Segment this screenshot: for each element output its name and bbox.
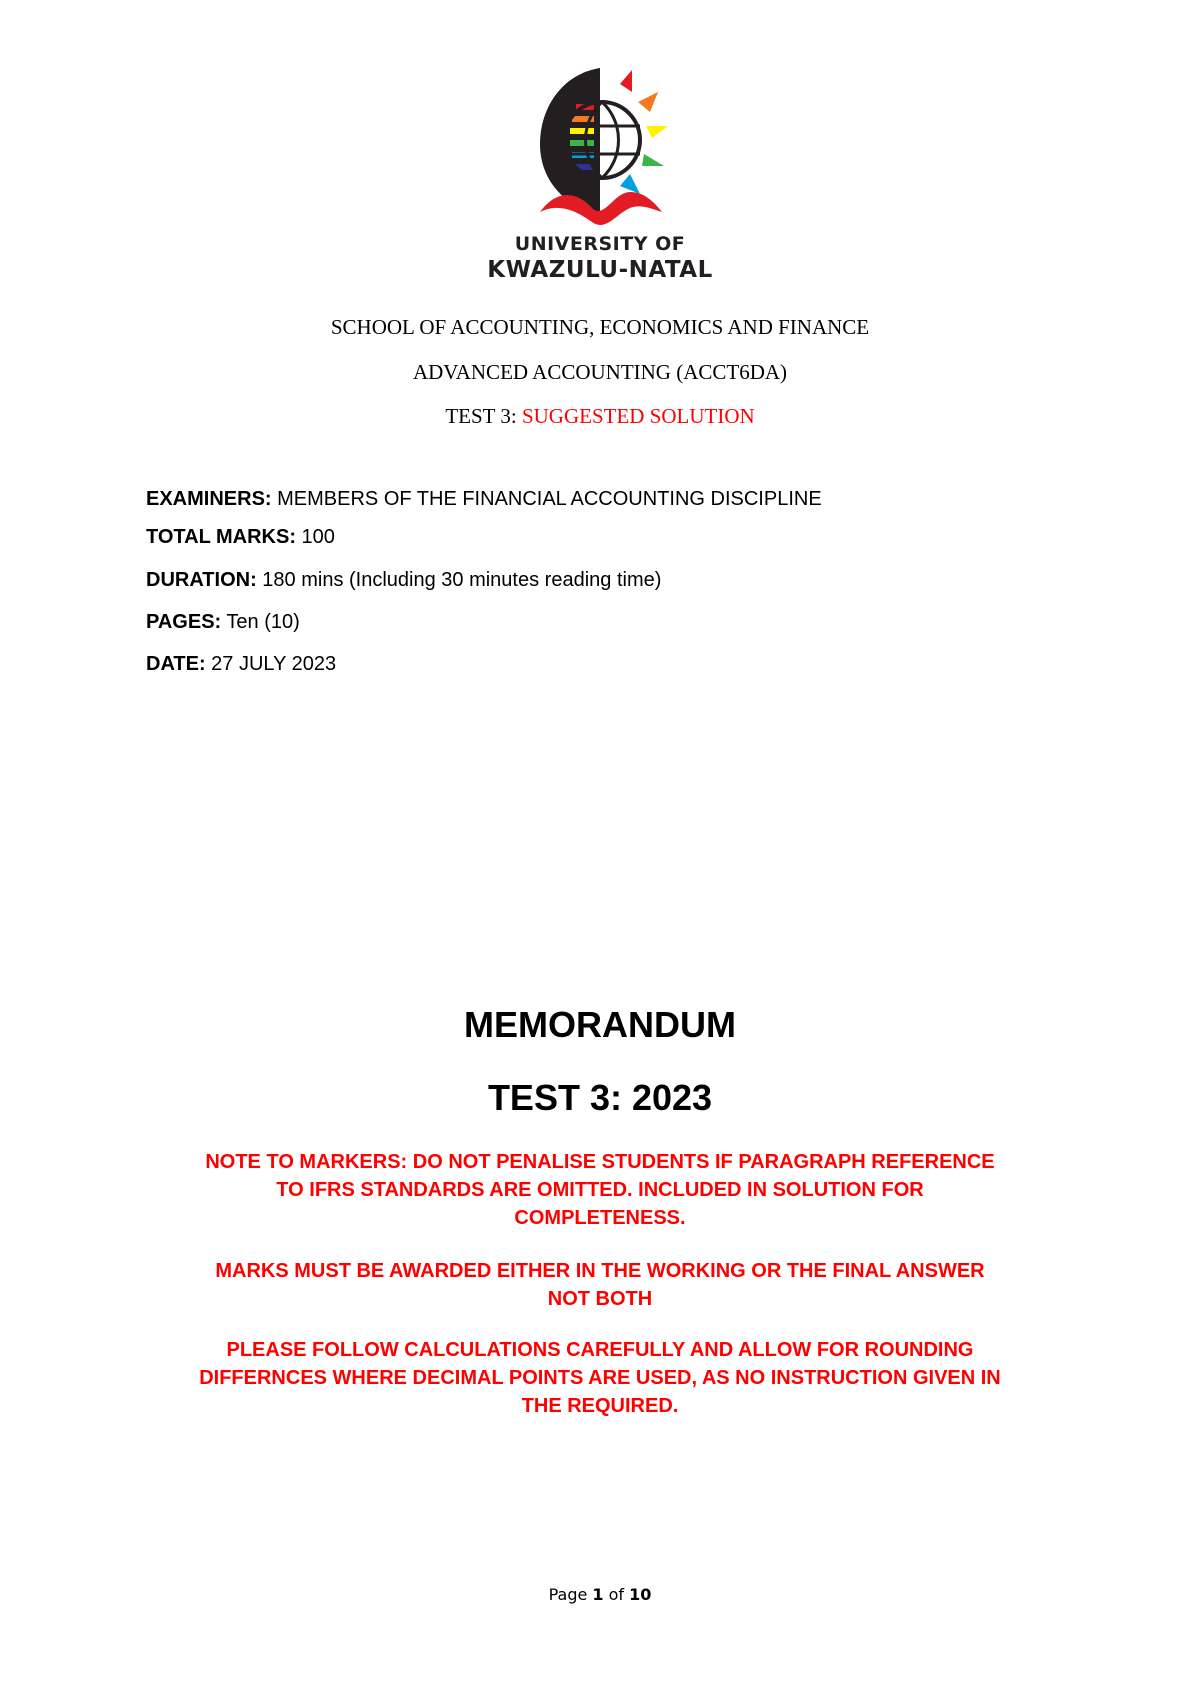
marker-note-1-line2: TO IFRS STANDARDS ARE OMITTED. INCLUDED IN SOLUTION FOR (276, 1179, 924, 1201)
duration-value: 180 mins (Including 30 minutes reading time) (256, 569, 662, 591)
total-marks-line (146, 525, 335, 549)
logo-emblem-icon (480, 62, 720, 242)
duration-label: DURATION: (146, 569, 257, 591)
test-title (0, 403, 1200, 429)
marker-note-1 (140, 1148, 1060, 1232)
memorandum-title: MEMORANDUM (464, 1004, 736, 1045)
school-title: SCHOOL OF ACCOUNTING, ECONOMICS AND FINANCE (330, 315, 870, 339)
duration-line (146, 568, 661, 592)
examiners-value: MEMBERS OF THE FINANCIAL ACCOUNTING DISCIPLINE (271, 488, 822, 510)
pages-value: Ten (10) (221, 611, 300, 633)
page-word: Page (548, 1585, 593, 1604)
marker-note-3-line1: PLEASE FOLLOW CALCULATIONS CAREFULLY AND ALLOW FOR ROUNDING (226, 1339, 974, 1361)
marker-note-1-line3: COMPLETENESS. (514, 1207, 686, 1229)
memorandum-subtitle: TEST 3: 2023 (487, 1077, 713, 1118)
examiners-line (146, 487, 822, 511)
marker-note-3 (140, 1336, 1060, 1420)
page-current: 1 (592, 1585, 604, 1604)
test-title-prefix: TEST 3: (445, 404, 522, 428)
total-marks-value: 100 (296, 526, 335, 548)
page-total: 10 (629, 1585, 652, 1604)
page-number (0, 1584, 1200, 1606)
university-name-line2: KWAZULU-NATAL (487, 257, 713, 283)
pages-label: PAGES: (146, 611, 222, 633)
university-name-line1: UNIVERSITY OF (514, 233, 686, 255)
page-of-word: of (603, 1585, 630, 1604)
date-value: 27 JULY 2023 (205, 653, 337, 675)
date-line (146, 652, 336, 676)
date-label: DATE: (146, 653, 206, 675)
test-title-suffix: SUGGESTED SOLUTION (521, 404, 755, 428)
course-title: ADVANCED ACCOUNTING (ACCT6DA) (412, 360, 788, 384)
examiners-label: EXAMINERS: (146, 488, 272, 510)
marker-note-2-line1: MARKS MUST BE AWARDED EITHER IN THE WORKING OR THE FINAL ANSWER (215, 1260, 985, 1282)
marker-note-3-line3: THE REQUIRED. (521, 1395, 679, 1417)
marker-note-2 (140, 1257, 1060, 1313)
marker-note-1-line1: NOTE TO MARKERS: DO NOT PENALISE STUDENTS IF PARAGRAPH REFERENCE (205, 1151, 995, 1173)
total-marks-label: TOTAL MARKS: (146, 526, 296, 548)
marker-note-3-line2: DIFFERNCES WHERE DECIMAL POINTS ARE USED, AS NO INSTRUCTION GIVEN IN (199, 1367, 1001, 1389)
marker-note-2-line2: NOT BOTH (547, 1288, 653, 1310)
pages-line (146, 610, 300, 634)
